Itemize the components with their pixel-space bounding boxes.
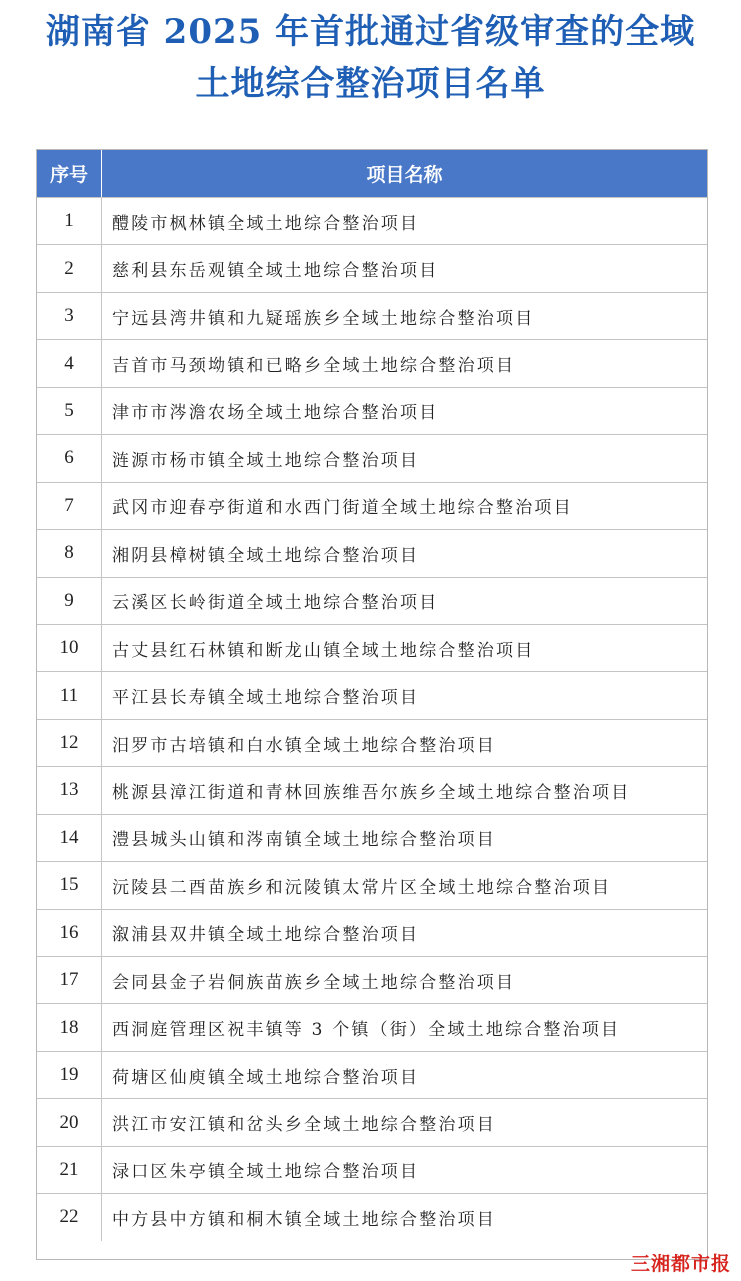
row-serial-number: 9 bbox=[37, 578, 102, 624]
row-project-name: 醴陵市枫林镇全域土地综合整治项目 bbox=[112, 213, 420, 234]
table-row bbox=[37, 671, 707, 718]
row-project-name: 会同县金子岩侗族苗族乡全域土地综合整治项目 bbox=[112, 972, 516, 993]
table-row bbox=[37, 956, 707, 1003]
table-row bbox=[37, 434, 707, 481]
header-project-name: 项目名称 bbox=[366, 164, 443, 186]
row-serial-number: 7 bbox=[37, 483, 102, 529]
table-row bbox=[37, 766, 707, 813]
row-serial-number: 15 bbox=[37, 862, 102, 908]
row-project-name: 渌口区朱亭镇全域土地综合整治项目 bbox=[112, 1162, 420, 1183]
row-project-name: 吉首市马颈坳镇和已略乡全域土地综合整治项目 bbox=[112, 356, 516, 377]
table-row bbox=[37, 339, 707, 386]
row-project-name: 古丈县红石林镇和断龙山镇全域土地综合整治项目 bbox=[112, 640, 535, 661]
table-row bbox=[37, 577, 707, 624]
row-serial-number: 20 bbox=[37, 1099, 102, 1145]
row-project-name: 平江县长寿镇全域土地综合整治项目 bbox=[112, 688, 420, 709]
row-serial-number: 16 bbox=[37, 910, 102, 956]
page-title bbox=[0, 6, 741, 110]
row-project-name: 云溪区长岭街道全域土地综合整治项目 bbox=[112, 593, 439, 614]
row-serial-number: 6 bbox=[37, 435, 102, 481]
row-project-name: 涟源市杨市镇全域土地综合整治项目 bbox=[112, 450, 420, 471]
table-row bbox=[37, 387, 707, 434]
table-row bbox=[37, 909, 707, 956]
row-project-name: 洪江市安江镇和岔头乡全域土地综合整治项目 bbox=[112, 1115, 496, 1136]
table-row bbox=[37, 624, 707, 671]
row-project-name: 荷塘区仙庾镇全域土地综合整治项目 bbox=[112, 1067, 420, 1088]
row-project-name: 沅陵县二酉苗族乡和沅陵镇太常片区全域土地综合整治项目 bbox=[112, 877, 612, 898]
table-row bbox=[37, 482, 707, 529]
row-project-name: 汨罗市古培镇和白水镇全域土地综合整治项目 bbox=[112, 735, 496, 756]
table-row bbox=[37, 1098, 707, 1145]
table-row bbox=[37, 292, 707, 339]
table-row bbox=[37, 244, 707, 291]
header-serial-number: 序号 bbox=[37, 150, 102, 197]
row-project-name: 溆浦县双井镇全域土地综合整治项目 bbox=[112, 925, 420, 946]
row-serial-number: 4 bbox=[37, 340, 102, 386]
title-line-2: 土地综合整治项目名单 bbox=[195, 64, 546, 104]
table-row bbox=[37, 197, 707, 244]
table-row bbox=[37, 1146, 707, 1193]
table-row bbox=[37, 1051, 707, 1098]
row-serial-number: 17 bbox=[37, 957, 102, 1003]
row-serial-number: 2 bbox=[37, 245, 102, 291]
table-row bbox=[37, 814, 707, 861]
row-project-name: 慈利县东岳观镇全域土地综合整治项目 bbox=[112, 261, 439, 282]
row-serial-number: 19 bbox=[37, 1052, 102, 1098]
row-project-name: 桃源县漳江街道和青林回族维吾尔族乡全域土地综合整治项目 bbox=[112, 782, 631, 803]
row-project-name: 澧县城头山镇和涔南镇全域土地综合整治项目 bbox=[112, 830, 496, 851]
row-serial-number: 8 bbox=[37, 530, 102, 576]
row-serial-number: 11 bbox=[37, 672, 102, 718]
row-project-name: 武冈市迎春亭街道和水西门街道全域土地综合整治项目 bbox=[112, 498, 573, 519]
row-serial-number: 3 bbox=[37, 293, 102, 339]
row-serial-number: 10 bbox=[37, 625, 102, 671]
project-table bbox=[36, 149, 708, 1260]
row-serial-number: 12 bbox=[37, 720, 102, 766]
table-row bbox=[37, 1003, 707, 1050]
row-project-name: 湘阴县樟树镇全域土地综合整治项目 bbox=[112, 545, 420, 566]
row-serial-number: 18 bbox=[37, 1004, 102, 1050]
row-project-name: 宁远县湾井镇和九疑瑶族乡全域土地综合整治项目 bbox=[112, 308, 535, 329]
row-project-name: 中方县中方镇和桐木镇全域土地综合整治项目 bbox=[112, 1209, 496, 1230]
table-row bbox=[37, 1193, 707, 1240]
row-serial-number: 14 bbox=[37, 815, 102, 861]
row-project-name: 津市市涔澹农场全域土地综合整治项目 bbox=[112, 403, 439, 424]
row-serial-number: 1 bbox=[37, 198, 102, 244]
table-row bbox=[37, 861, 707, 908]
row-serial-number: 21 bbox=[37, 1147, 102, 1193]
table-header bbox=[37, 150, 707, 197]
row-serial-number: 22 bbox=[37, 1194, 102, 1240]
table-row bbox=[37, 529, 707, 576]
row-serial-number: 5 bbox=[37, 388, 102, 434]
row-serial-number: 13 bbox=[37, 767, 102, 813]
newspaper-logo-watermark: 三湘都市报 bbox=[630, 1253, 731, 1275]
table-row bbox=[37, 719, 707, 766]
table-body bbox=[37, 197, 707, 1241]
title-line-1: 湖南省 2025 年首批通过省级审查的全域 bbox=[45, 12, 696, 52]
row-project-name: 西洞庭管理区祝丰镇等 3 个镇（街）全域土地综合整治项目 bbox=[112, 1020, 621, 1041]
